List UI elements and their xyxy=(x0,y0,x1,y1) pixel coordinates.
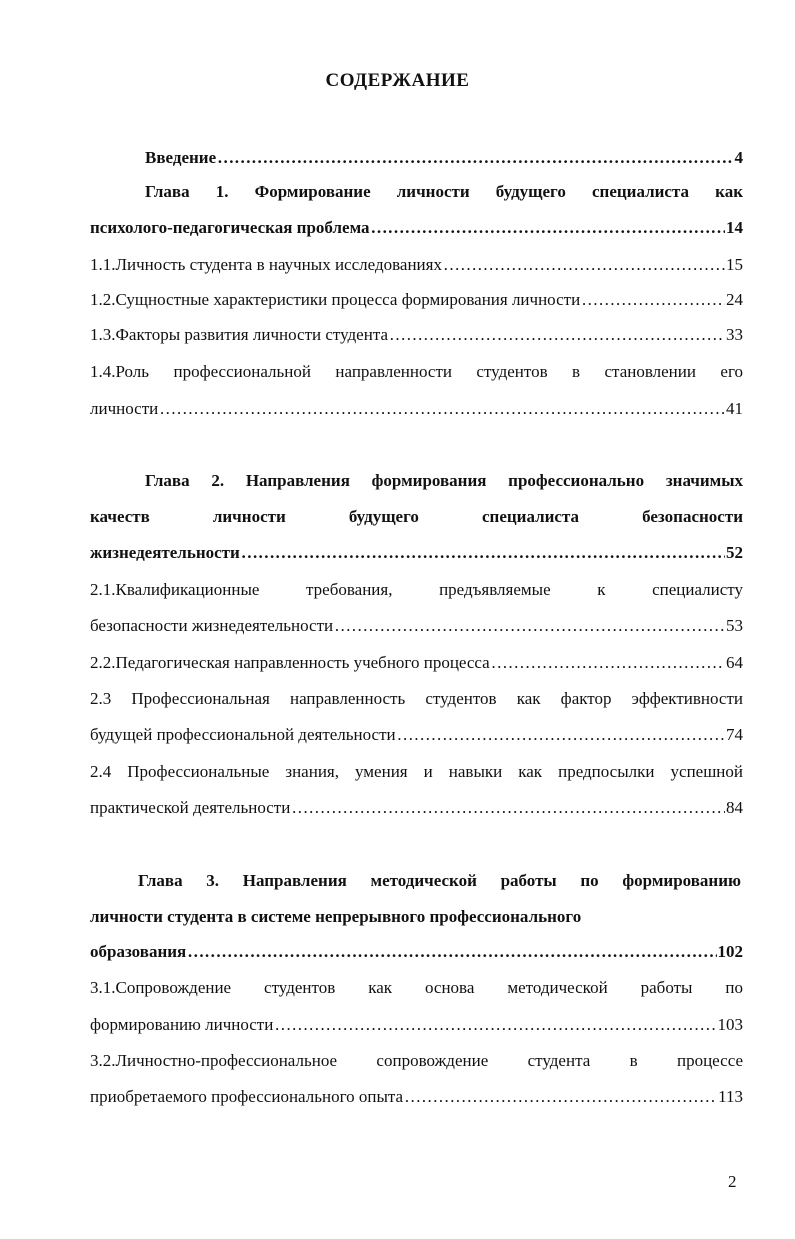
toc-entry-1-3[interactable] xyxy=(90,323,743,347)
toc-entry-3-2-cont[interactable] xyxy=(90,1085,743,1109)
toc-entry-label: приобретаемого профессионального опыта xyxy=(90,1087,404,1106)
toc-entry-label: будущей профессиональной деятельности xyxy=(90,725,396,744)
toc-entry-label: психолого-педагогическая проблема xyxy=(90,218,370,237)
toc-entry-label: Введение xyxy=(145,148,217,167)
toc-entry-1-4[interactable]: 1.4.Роль профессиональной направленности студентов в становлении его xyxy=(90,362,743,381)
toc-entry-page: 14 xyxy=(726,218,743,237)
leader-dots xyxy=(159,397,725,421)
leader-dots xyxy=(404,1085,717,1109)
toc-entry-page: 74 xyxy=(726,725,743,744)
toc-chapter-1-heading[interactable]: Глава 1. Формирование личности будущего специалиста как xyxy=(145,182,743,201)
toc-entry-page: 24 xyxy=(726,290,743,309)
toc-entry-label: личности xyxy=(90,399,159,418)
toc-entry-label: жизнедеятельности xyxy=(90,543,240,562)
page-title: СОДЕРЖАНИЕ xyxy=(325,70,470,91)
leader-dots xyxy=(581,288,725,312)
toc-entry-2-2[interactable] xyxy=(90,651,743,675)
toc-entry-2-4[interactable]: 2.4 Профессиональные знания, умения и навыки как предпосылки успешной xyxy=(90,762,743,781)
toc-entry-label: 2.2.Педагогическая направленность учебного процесса xyxy=(90,653,490,672)
leader-dots xyxy=(491,651,725,675)
leader-dots xyxy=(291,796,725,820)
toc-chapter-3-heading-end[interactable] xyxy=(90,940,743,964)
leader-dots xyxy=(371,216,725,240)
leader-dots xyxy=(397,723,725,747)
toc-entry-2-3-cont[interactable] xyxy=(90,723,743,747)
toc-entry-intro[interactable] xyxy=(145,146,743,170)
toc-entry-label: безопасности жизнедеятельности xyxy=(90,616,334,635)
toc-entry-2-3[interactable]: 2.3 Профессиональная направленность студентов как фактор эффективности xyxy=(90,689,743,708)
toc-chapter-1-heading-cont[interactable] xyxy=(90,216,743,240)
toc-chapter-3-heading[interactable]: Глава 3. Направления методической работы по формированию xyxy=(138,871,741,890)
toc-entry-1-1[interactable] xyxy=(90,253,743,277)
leader-dots xyxy=(187,940,716,964)
leader-dots xyxy=(274,1013,716,1037)
toc-chapter-2-heading[interactable]: Глава 2. Направления формирования профессионально значимых xyxy=(145,471,743,490)
toc-entry-page: 4 xyxy=(734,148,743,167)
leader-dots xyxy=(389,323,725,347)
toc-entry-page: 113 xyxy=(718,1087,743,1106)
toc-entry-3-1[interactable]: 3.1.Сопровождение студентов как основа методической работы по xyxy=(90,978,743,997)
toc-entry-label: 1.2.Сущностные характеристики процесса формирования личности xyxy=(90,290,581,309)
toc-chapter-3-heading-cont[interactable]: личности студента в системе непрерывного профессионального xyxy=(90,907,582,926)
toc-entry-1-2[interactable] xyxy=(90,288,743,312)
toc-entry-3-2[interactable]: 3.2.Личностно-профессиональное сопровождение студента в процессе xyxy=(90,1051,743,1070)
toc-chapter-2-heading-end[interactable] xyxy=(90,541,743,565)
toc-entry-3-1-cont[interactable] xyxy=(90,1013,743,1037)
toc-entry-label: 1.1.Личность студента в научных исследованиях xyxy=(90,255,442,274)
page-number: 2 xyxy=(728,1172,737,1191)
toc-entry-page: 15 xyxy=(726,255,743,274)
toc-entry-page: 41 xyxy=(726,399,743,418)
leader-dots xyxy=(443,253,725,277)
toc-chapter-2-heading-cont[interactable]: качеств личности будущего специалиста безопасности xyxy=(90,507,743,526)
toc-entry-page: 33 xyxy=(726,325,743,344)
toc-entry-page: 103 xyxy=(717,1015,743,1034)
toc-entry-2-1[interactable]: 2.1.Квалификационные требования, предъявляемые к специалисту xyxy=(90,580,743,599)
leader-dots xyxy=(334,614,725,638)
toc-entry-page: 52 xyxy=(726,543,743,562)
toc-entry-2-4-cont[interactable] xyxy=(90,796,743,820)
toc-entry-label: формированию личности xyxy=(90,1015,274,1034)
toc-entry-1-4-cont[interactable] xyxy=(90,397,743,421)
toc-entry-page: 84 xyxy=(726,798,743,817)
toc-entry-2-1-cont[interactable] xyxy=(90,614,743,638)
toc-entry-label: образования xyxy=(90,942,187,961)
leader-dots xyxy=(241,541,725,565)
toc-entry-label: практической деятельности xyxy=(90,798,291,817)
toc-entry-label: 1.3.Факторы развития личности студента xyxy=(90,325,388,344)
toc-entry-page: 53 xyxy=(726,616,743,635)
toc-entry-page: 64 xyxy=(726,653,743,672)
toc-entry-page: 102 xyxy=(717,942,743,961)
leader-dots xyxy=(217,146,733,170)
